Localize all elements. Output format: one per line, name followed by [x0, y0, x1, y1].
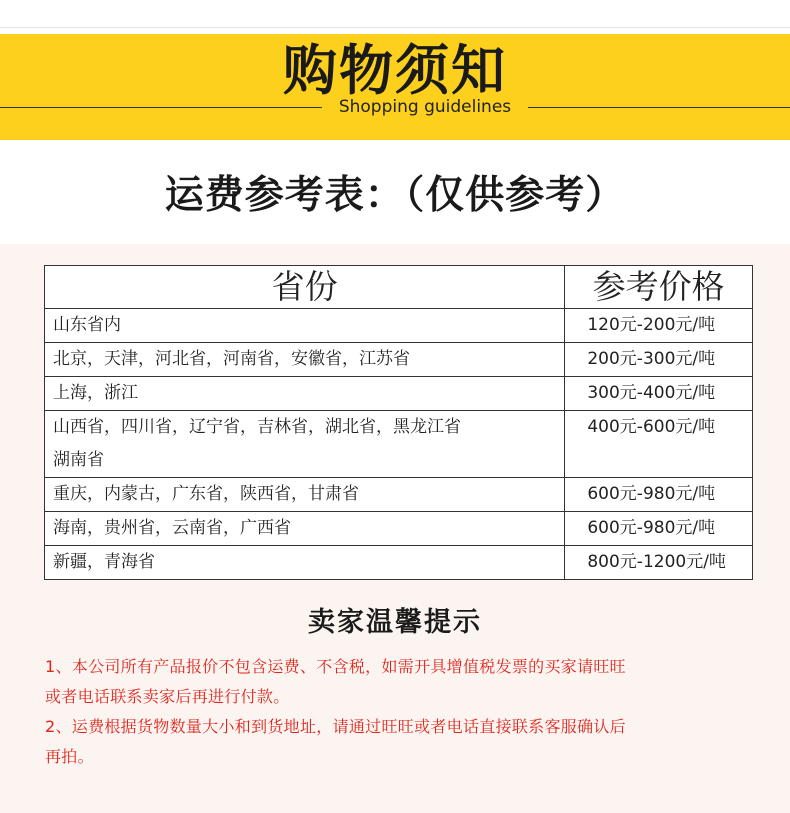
banner-subtitle: Shopping guidelines — [338, 97, 512, 117]
shipping-fee-table — [44, 265, 753, 580]
table-row — [45, 377, 753, 411]
top-divider — [0, 27, 790, 28]
price-cell: 300元-400元/吨 — [565, 377, 753, 411]
table-header-row — [45, 266, 753, 309]
content-panel — [0, 244, 790, 813]
table-row — [45, 512, 753, 546]
banner-rule-left — [0, 107, 322, 108]
province-cell — [45, 411, 565, 478]
tip-line: 再拍。 — [45, 747, 94, 766]
tips-title: 卖家温馨提示 — [308, 607, 482, 638]
province-cell: 北京，天津，河北省，河南省，安徽省，江苏省 — [45, 343, 565, 377]
price-cell: 600元-980元/吨 — [565, 478, 753, 512]
table-row — [45, 309, 753, 343]
banner-title: 购物须知 — [283, 39, 507, 102]
price-cell: 400元-600元/吨 — [565, 411, 753, 478]
province-cell: 上海，浙江 — [45, 377, 565, 411]
price-cell: 800元-1200元/吨 — [565, 546, 753, 580]
header-province: 省份 — [45, 266, 565, 309]
tip-line: 1、本公司所有产品报价不包含运费、不含税，如需开具增值税发票的买家请旺旺 — [45, 657, 626, 676]
tip-line: 或者电话联系卖家后再进行付款。 — [45, 687, 290, 706]
shipping-heading: 运费参考表：（仅供参考） — [164, 173, 626, 218]
province-cell: 海南，贵州省，云南省，广西省 — [45, 512, 565, 546]
province-line: 湖南省 — [53, 450, 104, 470]
banner-rule-right — [528, 107, 790, 108]
province-cell: 新疆，青海省 — [45, 546, 565, 580]
banner — [0, 34, 790, 140]
table-row — [45, 478, 753, 512]
price-cell: 200元-300元/吨 — [565, 343, 753, 377]
table-row — [45, 343, 753, 377]
table-row — [45, 411, 753, 478]
tip-line: 2、运费根据货物数量大小和到货地址，请通过旺旺或者电话直接联系客服确认后 — [45, 717, 626, 736]
province-cell: 山东省内 — [45, 309, 565, 343]
price-cell: 600元-980元/吨 — [565, 512, 753, 546]
price-cell: 120元-200元/吨 — [565, 309, 753, 343]
banner-subtitle-row — [0, 94, 790, 120]
header-price: 参考价格 — [565, 266, 753, 309]
tips-list — [45, 652, 755, 772]
table-row — [45, 546, 753, 580]
province-line: 山西省，四川省，辽宁省，吉林省，湖北省，黑龙江省 — [53, 417, 461, 437]
province-cell: 重庆，内蒙古，广东省，陕西省，甘肃省 — [45, 478, 565, 512]
